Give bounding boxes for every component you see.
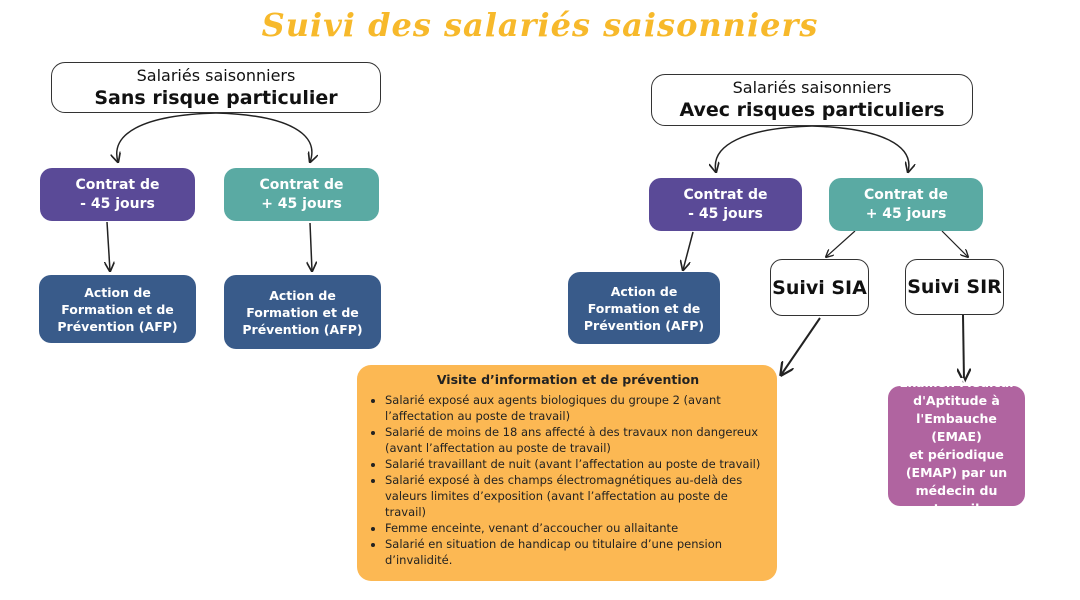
right-contract-short-line2: - 45 jours: [688, 205, 763, 222]
suivi-sia-label: Suivi SIA: [772, 276, 867, 299]
left-contract-short-line2: - 45 jours: [80, 195, 155, 212]
arrow-right-short-to-afp: [683, 232, 693, 270]
vip-item: • Salarié de moins de 18 ans affecté à des travaux non dangereux (avant l’affectation au poste de travail): [385, 424, 765, 456]
left-contract-long-line2: + 45 jours: [261, 195, 342, 212]
vip-item: • Femme enceinte, venant d’accoucher ou allaitante: [385, 520, 765, 536]
left-contract-long: [224, 168, 379, 221]
vip-title: Visite d’information et de prévention: [436, 372, 700, 387]
arrow-sia-to-vip: [781, 318, 820, 375]
left-afp-short-line2: Formation et de: [61, 301, 174, 317]
left-category-box: [51, 62, 381, 113]
left-afp-long-line2: Formation et de: [246, 304, 359, 320]
right-afp-short-line1: Action de: [610, 283, 678, 299]
arrow-right-cat-to-short: [715, 126, 812, 172]
right-contract-long-line1: Contrat de: [864, 186, 948, 203]
right-category-line1: Salariés saisonniers: [732, 78, 892, 97]
right-contract-short-line1: Contrat de: [683, 186, 768, 203]
right-contract-short: [649, 178, 802, 231]
emae-line3: l'Embauche (EMAE): [916, 411, 997, 444]
arrow-left-long-to-afp: [310, 223, 312, 271]
left-afp-long-line3: Prévention (AFP): [242, 321, 363, 337]
arrow-sir-to-emae: [963, 315, 964, 381]
vip-item: • Salarié exposé à des champs électromagnétiques au-delà des valeurs limites d’exposition (avant l’affectation au poste de travail): [385, 472, 765, 520]
arrow-long-to-sia: [826, 231, 855, 257]
right-category-line2: Avec risques particuliers: [679, 99, 945, 121]
left-afp-short-line1: Action de: [84, 284, 151, 300]
left-category-line1: Salariés saisonniers: [136, 65, 296, 85]
left-category-line2: Sans risque particulier: [94, 86, 338, 109]
right-afp-short-line3: Prévention (AFP): [583, 317, 705, 333]
left-contract-short-line1: Contrat de: [75, 176, 160, 193]
left-afp-short-line3: Prévention (AFP): [57, 318, 178, 334]
emae-line2: d'Aptitude à: [913, 393, 1000, 408]
suivi-sia-box: [770, 259, 869, 316]
arrow-long-to-sir: [942, 231, 968, 257]
right-contract-long: [829, 178, 983, 231]
vip-item: • Salarié en situation de handicap ou titulaire d’une pension d’invalidité.: [385, 536, 765, 568]
arrow-left-short-to-afp: [107, 222, 110, 271]
vip-box: [357, 365, 777, 581]
left-contract-short: [40, 168, 195, 221]
vip-list: [371, 392, 765, 568]
vip-item: • Salarié travaillant de nuit (avant l’affectation au poste de travail): [385, 456, 765, 472]
emae-line4: et périodique: [909, 447, 1004, 462]
left-contract-long-line1: Contrat de: [259, 176, 344, 193]
emae-box: [888, 375, 1025, 516]
arrow-left-cat-to-long: [216, 113, 312, 162]
emae-line1: Examen Médical: [899, 375, 1014, 390]
left-afp-short: [39, 275, 196, 343]
suivi-sir-label: Suivi SIR: [907, 276, 1002, 298]
suivi-sir-box: [905, 259, 1004, 315]
arrow-left-cat-to-short: [117, 113, 216, 162]
page-title: Suivi des salariés saisonniers: [261, 6, 819, 44]
left-afp-long: [224, 275, 381, 349]
emae-line5: (EMAP) par un: [905, 465, 1008, 480]
right-contract-long-line2: + 45 jours: [865, 205, 947, 222]
emae-line6: médecin du travail: [915, 483, 998, 516]
arrow-right-cat-to-long: [812, 126, 909, 172]
right-category-box: [651, 74, 973, 126]
right-afp-short: [568, 272, 720, 344]
left-afp-long-line1: Action de: [269, 287, 336, 303]
vip-item: • Salarié exposé aux agents biologiques du groupe 2 (avant l’affectation au poste de travail): [385, 392, 765, 424]
right-afp-short-line2: Formation et de: [587, 300, 701, 316]
